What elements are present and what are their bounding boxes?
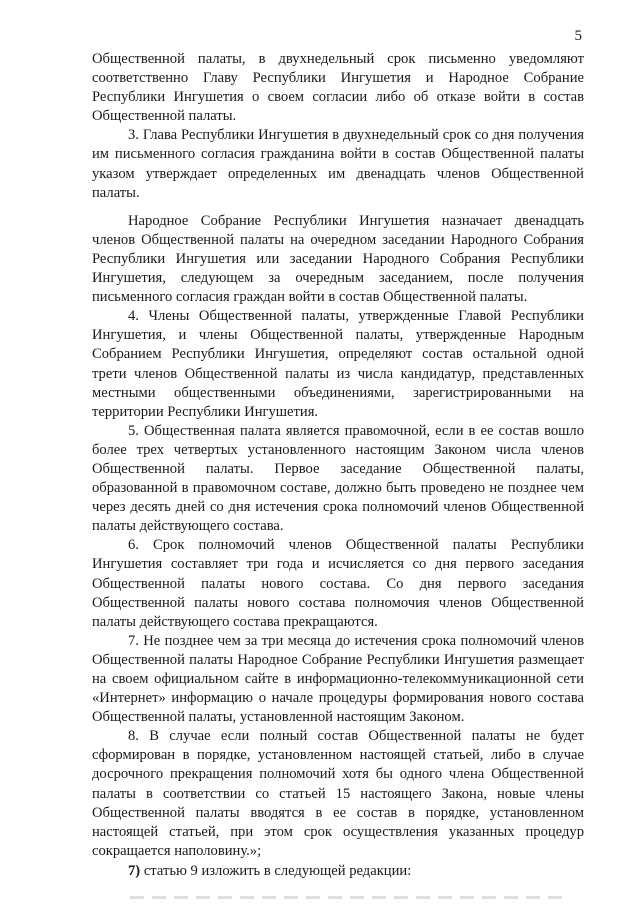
scan-artifact-line [130, 896, 570, 899]
paragraph-item-4: 4. Члены Общественной палаты, утвержденные Главой Республики Ингушетия, и члены Общественной палаты, утвержденные Народным Собранием Республики Ингушетия, определяют состав остальной одной трети членов Общественной палаты из числа кандидатур, представленных местными общественными объединениями, зарегистрированными на территории Республики Ингушетия. [92, 308, 584, 420]
amendment-item-7 [92, 862, 584, 881]
paragraph-item-5: 5. Общественная палата является правомочной, если в ее состав вошло более трех четвертых установленного настоящим Законом числа членов Общественной палаты. Первое заседание Общественной палаты, образованной в правомочном составе, должно быть проведено не позднее чем через десять дней со дня истечения срока полномочий членов Общественной палаты действующего состава. [92, 422, 584, 535]
paragraph-continuation: Общественной палаты, в двухнедельный срок письменно уведомляют соответственно Главу Республики Ингушетия и Народное Собрание Республики Ингушетия о своем согласии либо об отказе войти в состав Общественной палаты. [92, 51, 584, 125]
amendment-item-7-text: статью 9 изложить в следующей редакции: [140, 862, 412, 879]
paragraph-item-7: 7. Не позднее чем за три месяца до истечения срока полномочий членов Общественной палаты Народное Собрание Республики Ингушетия размещает на своем официальном сайте в информационно-телекоммуникационной сети «Интернет» информацию о начале процедуры формирования нового состава Общественной палаты, установленной настоящим Законом. [92, 632, 584, 726]
document-body [92, 50, 584, 881]
paragraph-item-3: 3. Глава Республики Ингушетия в двухнедельный срок со дня получения им письменного согласия гражданина войти в состав Общественной палаты указом утверждает определенных им двенадцать членов Общественной палаты. [92, 127, 584, 201]
amendment-item-7-label: 7) [128, 862, 141, 879]
paragraph-people-assembly: Народное Собрание Республики Ингушетия назначает двенадцать членов Общественной палаты на очередном заседании Народного Собрания Республики Ингушетия или заседании Народного Собрания Республики Ингушетия, следующем за очередным заседанием, после получения письменного согласия граждан войти в состав Общественной палаты. [92, 212, 584, 306]
page-number: 5 [574, 28, 582, 44]
paragraph-item-6: 6. Срок полномочий членов Общественной палаты Республики Ингушетия составляет три года и исчисляется со дня первого заседания Общественной палаты нового состава. Со дня первого заседания Общественной палаты нового состава полномочия членов Общественной палаты действующего состава прекращаются. [92, 537, 584, 630]
paragraph-item-8: 8. В случае если полный состав Общественной палаты не будет сформирован в порядке, установленном настоящей статьей, либо в случае досрочного прекращения полномочий хотя бы одного члена Общественной палаты в соответствии со статьей 15 настоящего Закона, новые члены Общественной палаты вводятся в ее состав в порядке, установленном настоящей статьей, при этом срок осуществления указанных процедур сокращается наполовину.»; [92, 728, 584, 859]
